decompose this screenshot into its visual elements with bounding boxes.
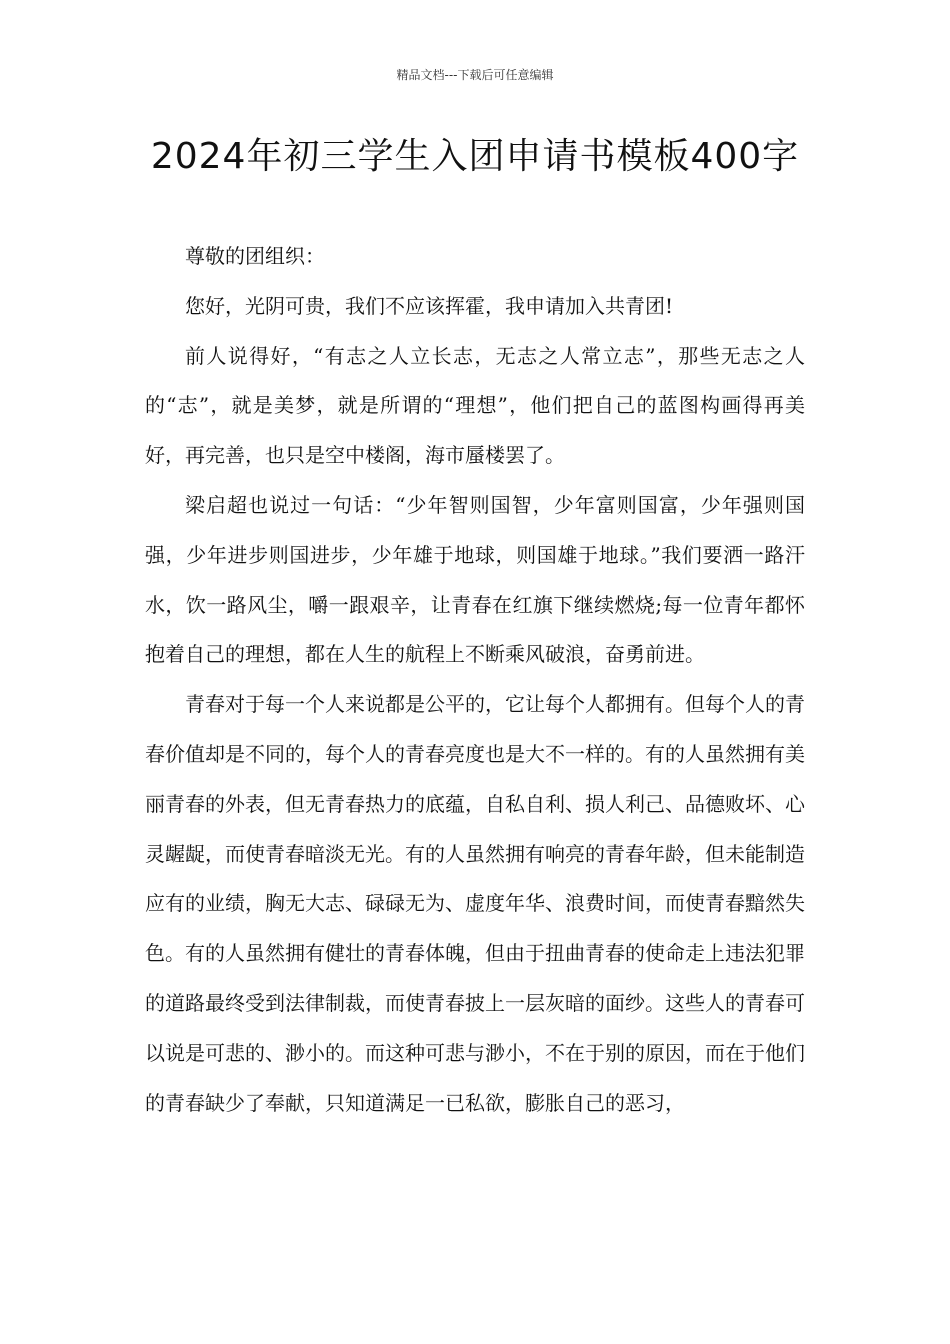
paragraph-aspiration: 前人说得好，“有志之人立长志，无志之人常立志”，那些无志之人的“志”，就是美梦，就是所谓的“理想”，他们把自己的蓝图构画得再美好，再完善，也只是空中楼阁，海市蜃楼罢了。	[145, 343, 805, 468]
document-title: 2024年初三学生入团申请书模板400字	[150, 136, 800, 177]
paragraph-youth: 青春对于每一个人来说都是公平的，它让每个人都拥有。但每个人的青春价值却是不同的，每个人的青春亮度也是大不一样的。有的人虽然拥有美丽青春的外表，但无青春热力的底蕴，自私自利、损人利己、品德败坏、心灵龌龊，而使青春暗淡无光。有的人虽然拥有响亮的青春年龄，但未能制造应有的业绩，胸无大志、碌碌无为、虚度年华、浪费时间，而使青春黯然失色。有的人虽然拥有健壮的青春体魄，但由于扭曲青春的使命走上违法犯罪的道路最终受到法律制裁，而使青春披上一层灰暗的面纱。这些人的青春可以说是可悲的、渺小的。而这种可悲与渺小，不在于别的原因，而在于他们的青春缺少了奉献，只知道满足一已私欲，膨胀自己的恶习，	[145, 692, 805, 1115]
document-body	[145, 232, 805, 1128]
paragraph-greeting: 您好，光阴可贵，我们不应该挥霍，我申请加入共青团!	[185, 293, 674, 318]
header-note: 精品文档---下载后可任意编辑	[396, 68, 554, 82]
salutation: 尊敬的团组织：	[185, 244, 325, 268]
paragraph-liang-qichao: 梁启超也说过一句话：“少年智则国智，少年富则国富，少年强则国强，少年进步则国进步，少年雄于地球，则国雄于地球。”我们要洒一路汗水，饮一路风尘，嚼一跟艰辛，让青春在红旗下继续燃烧;每一位青年都怀抱着自己的理想，都在人生的航程上不断乘风破浪，奋勇前进。	[145, 492, 805, 667]
